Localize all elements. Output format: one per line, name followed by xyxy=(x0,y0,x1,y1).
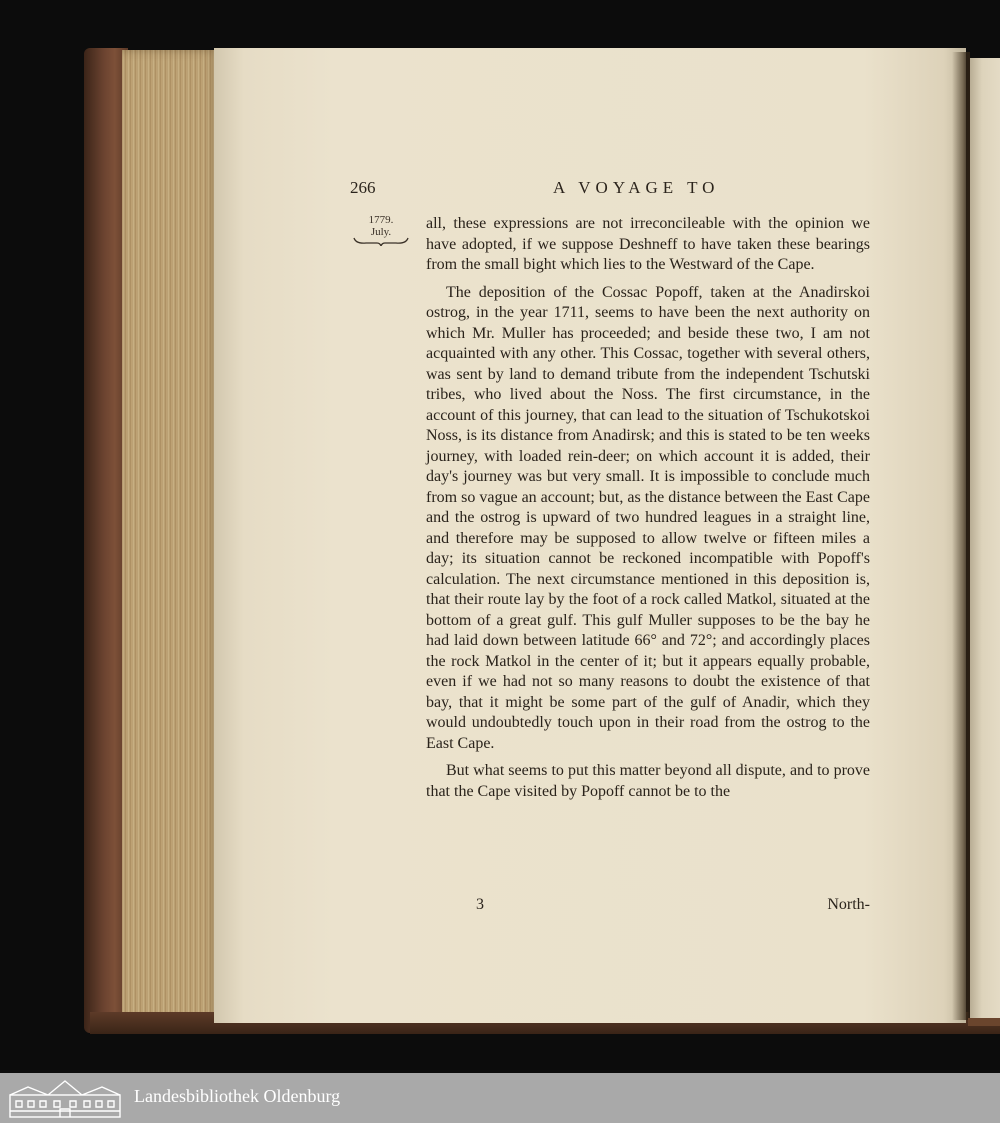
signature-mark: 3 xyxy=(476,896,484,913)
page-edges xyxy=(122,50,220,1022)
margin-note-year: 1779. xyxy=(368,214,394,226)
library-footer-bar xyxy=(0,1073,1000,1123)
body-text xyxy=(426,214,870,802)
margin-note xyxy=(352,214,410,238)
paragraph-2: The deposition of the Cossac Popoff, taken at the Anadirskoi ostrog, in the year 1711, seems to have been the next authority on which Mr. Muller has proceeded; and beside these two, I am not acquainted with any other. This Cossac, together with several others, was sent by land to demand tribute from the independent Tschutski tribes, who lived about the Noss. The first circumstance, in the account of this journey, that can lead to the situation of Tschukotskoi Noss, is its distance from Anadirsk; and this is stated to be ten weeks journey, with loaded rein-deer; on which account it is added, their day's journey was but very small. It is impossible to conclude much from so vague an account; but, as the distance between the East Cape and the ostrog is upward of two hundred leagues in a straight line, and therefore may be supposed to allow twelve or fifteen miles a day; its situation cannot be reckoned incompatible with Popoff's calculation. The next circumstance mentioned in this deposition is, that their route lay by the foot of a rock called Matkol, situated at the bottom of a great gulf. This gulf Muller supposes to be the bay he had laid down between latitude 66° and 72°; and accordingly places the rock Matkol in the center of it; but it appears equally probable, even if we had not so many reasons to doubt the existence of that bay, that it might be some part of the gulf of Anadir, which they would undoubtedly touch upon in their road from the ostrog to the East Cape. xyxy=(426,283,870,752)
paragraph-3: But what seems to put this matter beyond all dispute, and to prove that the Cape visited by Popoff cannot be to the xyxy=(426,762,870,800)
paragraph-1: all, these expressions are not irreconcileable with the opinion we have adopted, if we suppose Deshneff to have taken these bearings from the small bight which lies to the Westward of the Cape. xyxy=(426,215,870,273)
facing-page xyxy=(970,58,1000,1024)
catchword: North- xyxy=(827,896,870,913)
library-name: Landesbibliothek Oldenburg xyxy=(134,1086,341,1106)
running-head: A VOYAGE TO xyxy=(553,178,720,197)
facing-page-edge xyxy=(968,1018,1000,1026)
library-building-icon xyxy=(8,1077,122,1119)
margin-note-month: July. xyxy=(370,226,392,238)
book-gutter xyxy=(952,52,970,1020)
page-number: 266 xyxy=(350,178,376,197)
margin-brace-icon xyxy=(352,236,410,246)
